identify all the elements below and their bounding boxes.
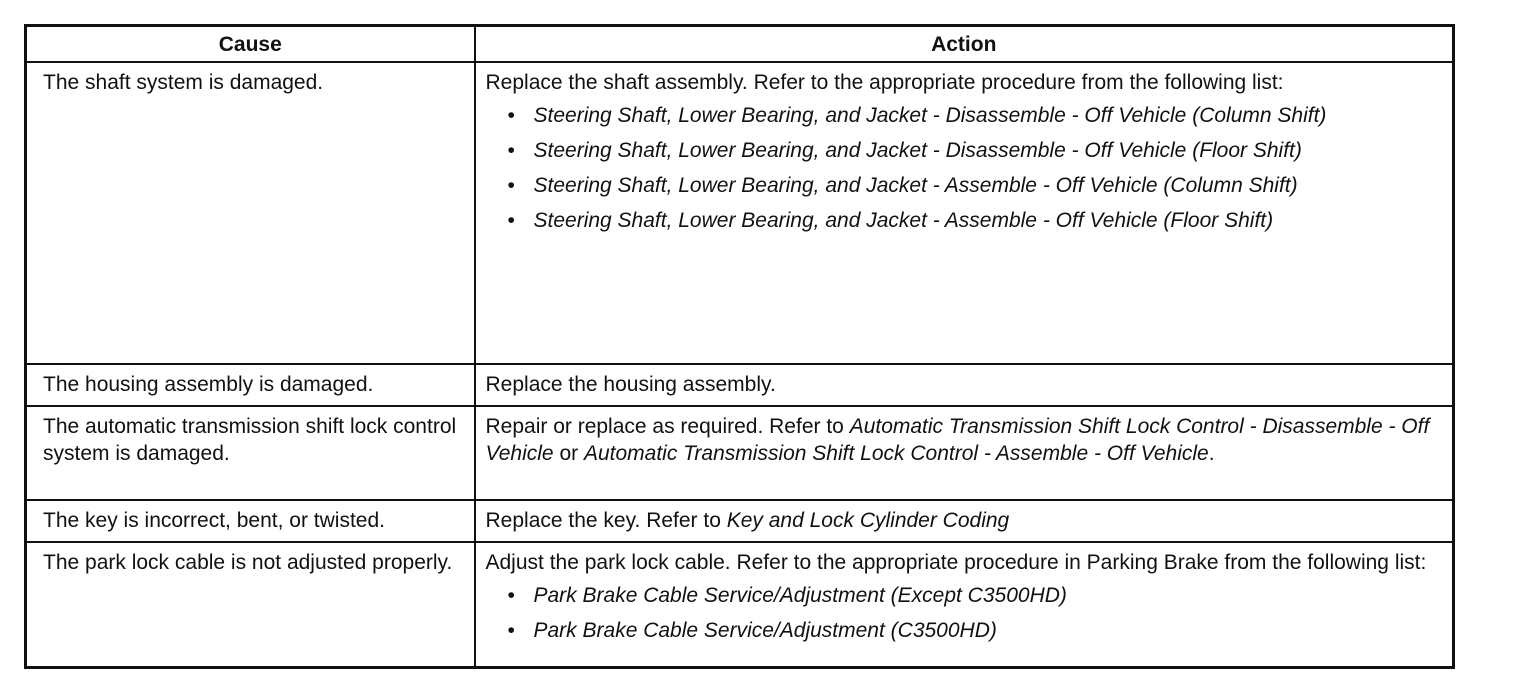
reference-link[interactable]: Automatic Transmission Shift Lock Control - Disassemble - Off Vehicle bbox=[485, 415, 1430, 465]
reference-link[interactable]: Steering Shaft, Lower Bearing, and Jacket - Disassemble - Off Vehicle (Column Shift) bbox=[533, 104, 1327, 127]
action-cell bbox=[475, 406, 1454, 500]
action-text: Replace the shaft assembly. Refer to the appropriate procedure from the following list: bbox=[485, 71, 1284, 94]
table-row bbox=[26, 62, 1454, 364]
bullet-icon: • bbox=[507, 139, 515, 162]
table-row bbox=[26, 542, 1454, 668]
reference-list bbox=[486, 582, 1437, 644]
reference-link[interactable]: Park Brake Cable Service/Adjustment (Except C3500HD) bbox=[533, 584, 1067, 607]
cause-cell: The automatic transmission shift lock control system is damaged. bbox=[26, 406, 475, 500]
header-cause: Cause bbox=[26, 26, 475, 63]
cause-cell: The park lock cable is not adjusted properly. bbox=[26, 542, 475, 668]
bullet-icon: • bbox=[507, 174, 515, 197]
action-cell bbox=[475, 62, 1454, 364]
action-cell bbox=[475, 542, 1454, 668]
action-text: Repair or replace as required. Refer to bbox=[485, 415, 850, 438]
table-row bbox=[26, 406, 1454, 500]
reference-item[interactable] bbox=[508, 137, 1437, 164]
reference-item[interactable] bbox=[508, 207, 1437, 234]
cause-cell: The housing assembly is damaged. bbox=[26, 364, 475, 406]
bullet-icon: • bbox=[507, 584, 515, 607]
header-row bbox=[26, 26, 1454, 63]
reference-link[interactable]: Steering Shaft, Lower Bearing, and Jacket - Assemble - Off Vehicle (Floor Shift) bbox=[533, 209, 1274, 232]
reference-item[interactable] bbox=[508, 172, 1437, 199]
cause-cell: The key is incorrect, bent, or twisted. bbox=[26, 500, 475, 542]
bullet-icon: • bbox=[507, 104, 515, 127]
action-text: Adjust the park lock cable. Refer to the appropriate procedure in Parking Brake from the following list: bbox=[485, 551, 1427, 574]
action-text: or bbox=[553, 442, 584, 465]
reference-link[interactable]: Automatic Transmission Shift Lock Control - Assemble - Off Vehicle bbox=[583, 442, 1209, 465]
reference-item[interactable] bbox=[508, 582, 1437, 609]
bullet-icon: • bbox=[507, 209, 515, 232]
header-action: Action bbox=[475, 26, 1454, 63]
cause-cell: The shaft system is damaged. bbox=[26, 62, 475, 364]
reference-link[interactable]: Key and Lock Cylinder Coding bbox=[726, 509, 1010, 532]
table-row bbox=[26, 500, 1454, 542]
table-row bbox=[26, 364, 1454, 406]
reference-item[interactable] bbox=[508, 617, 1437, 644]
action-cell bbox=[475, 500, 1454, 542]
bullet-icon: • bbox=[507, 619, 515, 642]
action-text: . bbox=[1208, 442, 1215, 465]
reference-link[interactable]: Steering Shaft, Lower Bearing, and Jacket - Assemble - Off Vehicle (Column Shift) bbox=[533, 174, 1298, 197]
action-text: Replace the key. Refer to bbox=[485, 509, 727, 532]
reference-list bbox=[486, 102, 1437, 234]
diagnostic-table bbox=[24, 24, 1455, 669]
reference-link[interactable]: Park Brake Cable Service/Adjustment (C3500HD) bbox=[533, 619, 997, 642]
reference-item[interactable] bbox=[508, 102, 1437, 129]
reference-link[interactable]: Steering Shaft, Lower Bearing, and Jacket - Disassemble - Off Vehicle (Floor Shift) bbox=[533, 139, 1302, 162]
action-cell: Replace the housing assembly. bbox=[475, 364, 1454, 406]
